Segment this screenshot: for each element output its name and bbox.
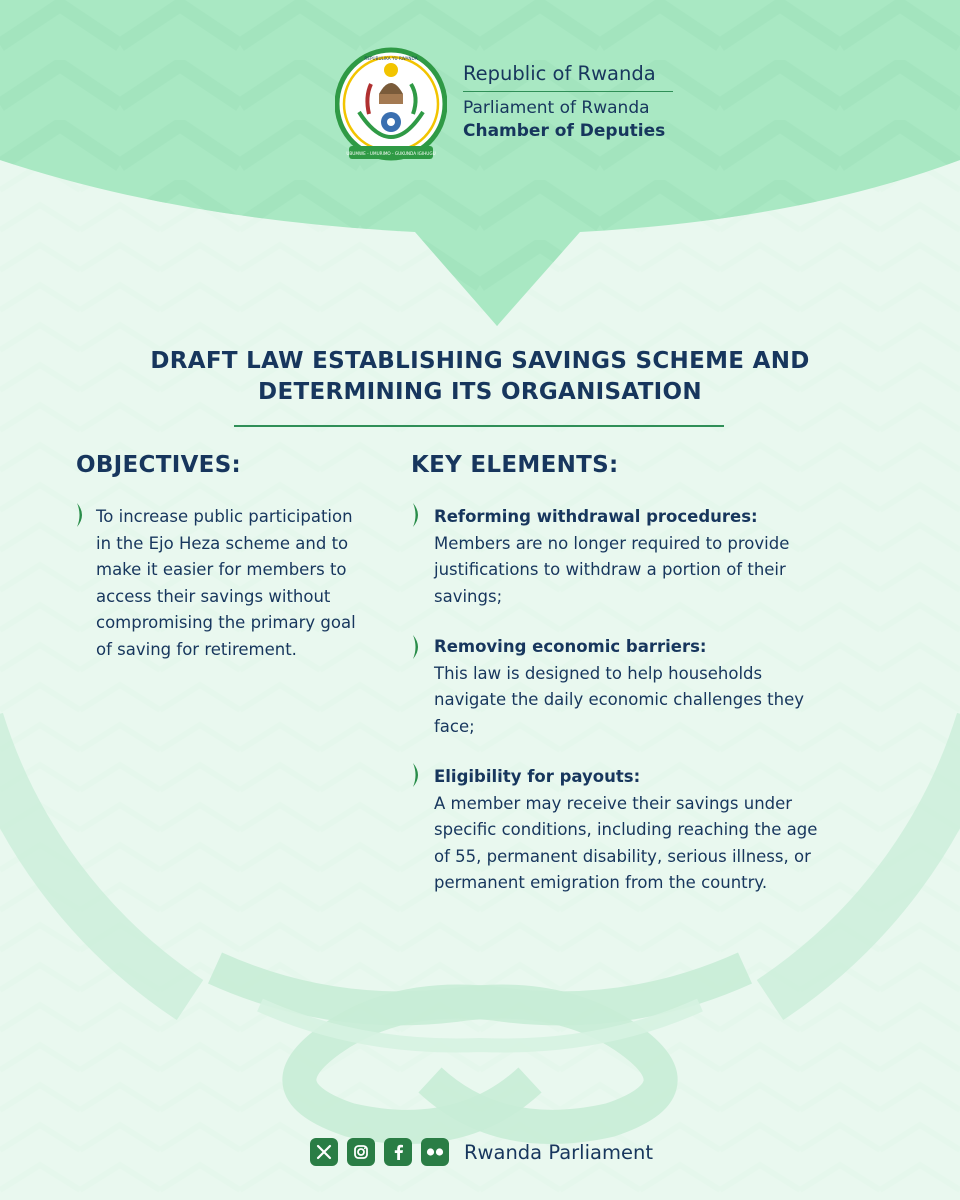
key-element-withdrawal: Reforming withdrawal procedures: Members are no longer required to provide justifications to withdraw a portion of their savings; — [434, 504, 854, 610]
flickr-icon[interactable] — [421, 1138, 449, 1166]
org-line-republic: Republic of Rwanda — [463, 62, 673, 92]
leaf-bullet-icon — [409, 634, 423, 660]
page-title — [130, 346, 830, 408]
key-element-title: Removing economic barriers: — [434, 637, 707, 656]
emblem-motto: UBUMWE - UMURIMO - GUKUNDA IGIHUGU — [346, 151, 436, 156]
key-element-payouts: Eligibility for payouts: A member may receive their savings under specific conditions, including reaching the age of 55, permanent disability, serious illness, or permanent emigration from the country. — [434, 764, 874, 897]
rwanda-coat-of-arms-emblem — [335, 42, 447, 170]
title-divider — [234, 425, 724, 427]
facebook-icon[interactable] — [384, 1138, 412, 1166]
key-element-title: Reforming withdrawal procedures: — [434, 507, 758, 526]
emblem-top-text: REPUBULIKA YU RWANDA — [364, 56, 418, 61]
leaf-bullet-icon — [73, 502, 87, 528]
title-line-1: DRAFT LAW ESTABLISHING SAVINGS SCHEME AND — [150, 348, 810, 374]
org-line-chamber: Chamber of Deputies — [463, 121, 666, 141]
key-element-barriers: Removing economic barriers: This law is designed to help households navigate the daily economic challenges they face; — [434, 634, 854, 740]
key-element-title: Eligibility for payouts: — [434, 767, 641, 786]
leaf-bullet-icon — [409, 502, 423, 528]
header — [335, 42, 675, 172]
x-icon[interactable] — [310, 1138, 338, 1166]
brand-name: Rwanda Parliament — [464, 1140, 653, 1164]
objective-text: To increase public participation in the Ejo Heza scheme and to make it easier for members to access their savings without compromising the primary goal of saving for retirement. — [96, 507, 356, 659]
key-elements-heading: KEY ELEMENTS: — [411, 452, 619, 478]
organization-name — [463, 62, 673, 142]
org-line-parliament: Parliament of Rwanda — [463, 98, 650, 118]
objectives-heading: OBJECTIVES: — [76, 452, 242, 478]
instagram-icon[interactable] — [347, 1138, 375, 1166]
leaf-bullet-icon — [409, 762, 423, 788]
title-line-2: DETERMINING ITS ORGANISATION — [258, 379, 702, 405]
footer — [310, 1137, 653, 1167]
